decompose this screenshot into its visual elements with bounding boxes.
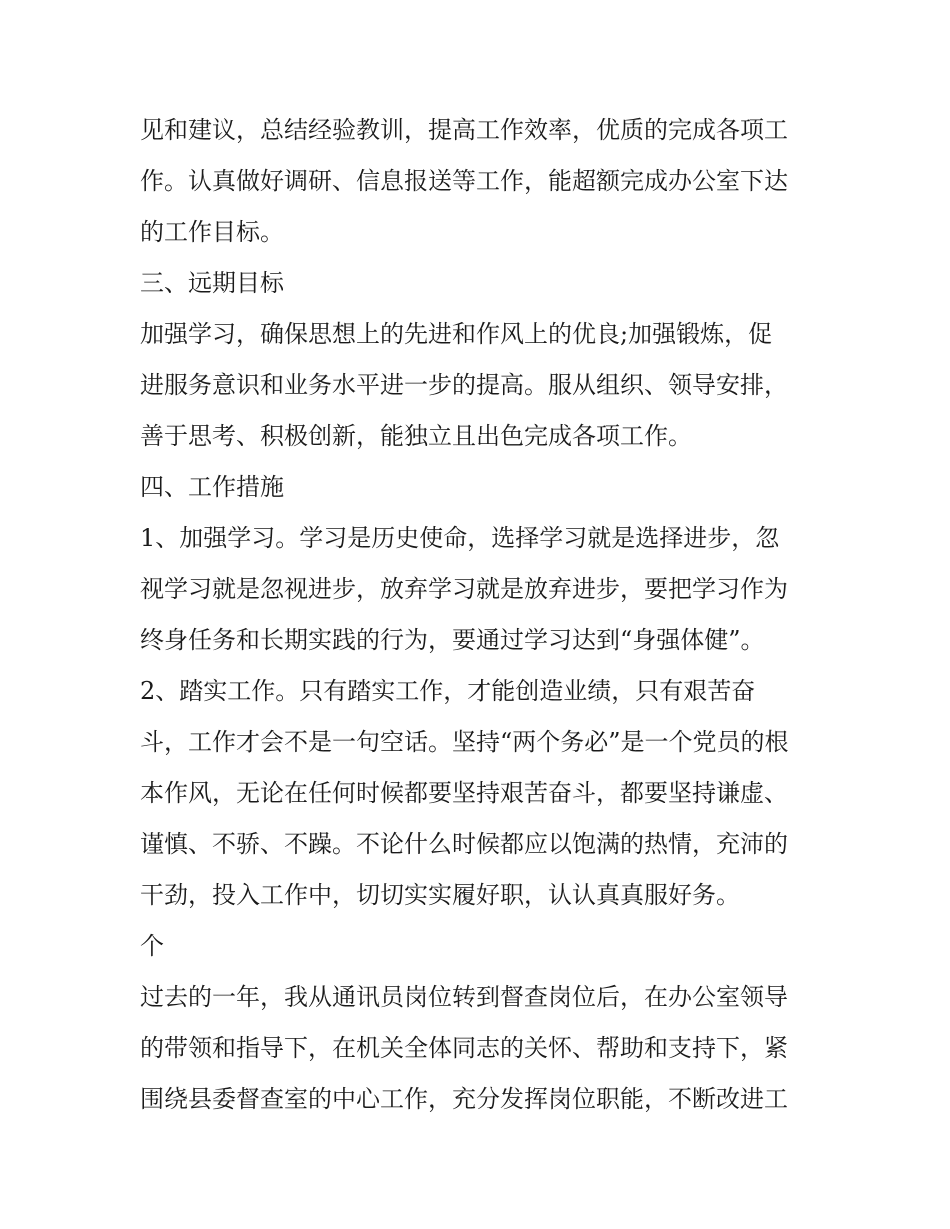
section-heading-long-term-goals: 三、远期目标 xyxy=(140,269,284,297)
text-line: 作。认真做好调研、信息报送等工作，能超额完成办公室下达 xyxy=(140,167,788,195)
text-line: 见和建议，总结经验教训，提高工作效率，优质的完成各项工 xyxy=(140,116,788,144)
text-line: 干劲，投入工作中，切切实实履好职，认认真真服好务。 xyxy=(140,881,740,909)
text-line: 的带领和指导下，在机关全体同志的关怀、帮助和支持下，紧 xyxy=(140,1034,788,1062)
text-line: 谨慎、不骄、不躁。不论什么时候都应以饱满的热情，充沛的 xyxy=(140,830,788,858)
text-line: 斗，工作才会不是一句空话。坚持“两个务必”是一个党员的根 xyxy=(140,728,789,756)
document-body xyxy=(140,105,820,1125)
text-line: 终身任务和长期实践的行为，要通过学习达到“身强体健”。 xyxy=(140,626,765,654)
text-line: 的工作目标。 xyxy=(140,218,284,246)
text-line: 进服务意识和业务水平进一步的提高。服从组织、领导安排， xyxy=(140,371,788,399)
text-line: 加强学习，确保思想上的先进和作风上的优良;加强锻炼，促 xyxy=(140,320,773,348)
text-line: 1、加强学习。学习是历史使命，选择学习就是选择进步，忽 xyxy=(140,524,780,552)
text-line: 个 xyxy=(140,932,164,960)
section-heading-work-measures: 四、工作措施 xyxy=(140,473,284,501)
text-line: 围绕县委督查室的中心工作，充分发挥岗位职能，不断改进工 xyxy=(140,1085,788,1113)
text-line: 善于思考、积极创新，能独立且出色完成各项工作。 xyxy=(140,422,692,450)
text-line: 视学习就是忽视进步，放弃学习就是放弃进步，要把学习作为 xyxy=(140,575,788,603)
text-line: 过去的一年，我从通讯员岗位转到督查岗位后，在办公室领导 xyxy=(140,983,788,1011)
text-line: 2、踏实工作。只有踏实工作，才能创造业绩，只有艰苦奋 xyxy=(140,677,756,705)
text-line: 本作风，无论在任何时候都要坚持艰苦奋斗，都要坚持谦虚、 xyxy=(140,779,788,807)
